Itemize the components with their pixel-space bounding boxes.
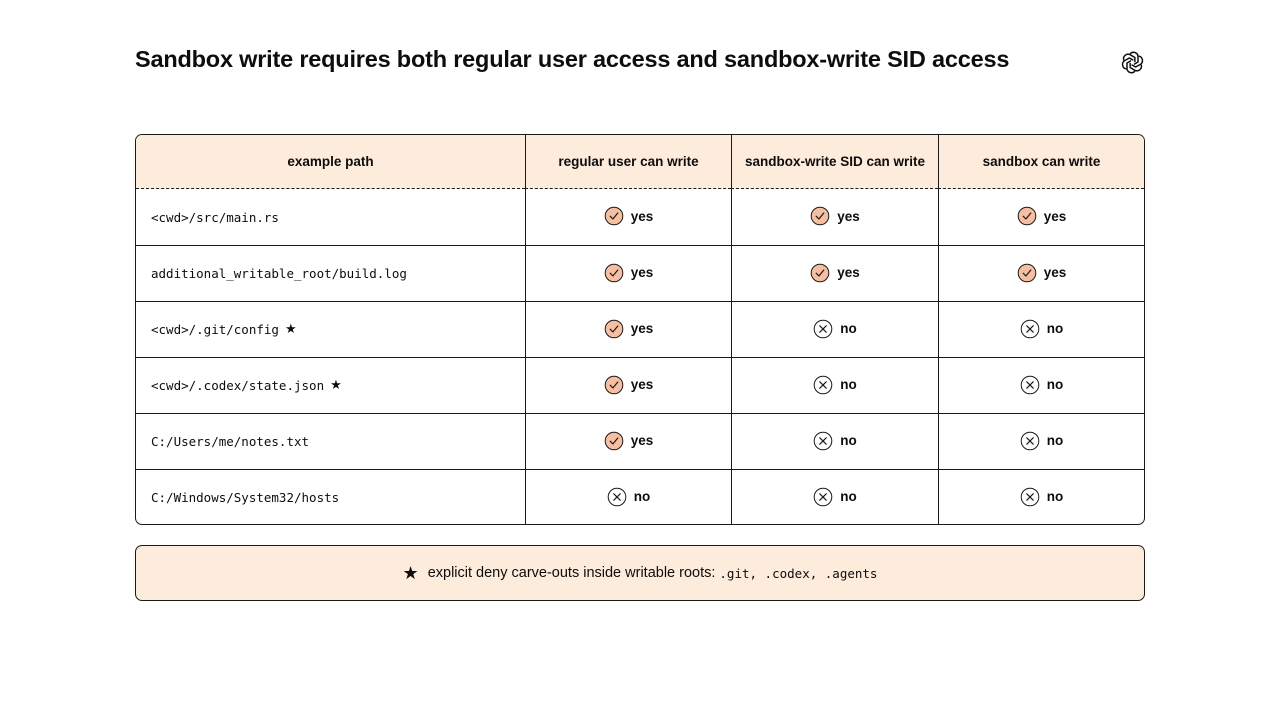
path-text: <cwd>/.codex/state.json: [151, 378, 325, 393]
status-no: [813, 375, 857, 395]
path-text: <cwd>/.git/config: [151, 322, 279, 337]
cell-regular-user: [525, 189, 731, 245]
path-cell: [136, 245, 525, 301]
x-circle-icon: [1020, 375, 1040, 395]
x-circle-icon: [1020, 319, 1040, 339]
x-circle-icon: [813, 375, 833, 395]
path-cell: [136, 301, 525, 357]
cell-regular-user: [525, 413, 731, 469]
page-title: Sandbox write requires both regular user access and sandbox-write SID access: [135, 46, 1010, 72]
column-header-sandbox: sandbox can write: [938, 135, 1144, 189]
status-label: no: [840, 377, 857, 392]
cell-sandbox-write-sid: [731, 357, 938, 413]
status-no: [607, 487, 651, 507]
status-label: yes: [630, 433, 654, 448]
status-yes: [604, 263, 654, 283]
path-text: C:/Users/me/notes.txt: [151, 434, 310, 449]
cell-sandbox: [938, 245, 1144, 301]
check-circle-icon: [604, 206, 624, 226]
status-yes: [810, 206, 860, 226]
status-no: [1020, 375, 1064, 395]
status-label: yes: [837, 208, 860, 224]
status-label: yes: [837, 265, 860, 280]
write-access-table: [135, 134, 1145, 525]
status-label: yes: [1043, 208, 1067, 224]
legend-note: [135, 545, 1145, 601]
check-circle-icon: [604, 319, 624, 339]
status-label: no: [1046, 321, 1064, 336]
star-icon: ★: [402, 562, 419, 584]
cell-sandbox: [938, 301, 1144, 357]
status-yes: [604, 431, 654, 451]
status-label: yes: [630, 321, 654, 336]
path-text: <cwd>/src/main.rs: [151, 209, 279, 225]
cell-sandbox-write-sid: [731, 469, 938, 525]
column-header-example-path: example path: [136, 135, 525, 189]
x-circle-icon: [813, 487, 833, 507]
x-circle-icon: [607, 487, 627, 507]
cell-sandbox-write-sid: [731, 301, 938, 357]
check-circle-icon: [810, 206, 830, 226]
cell-regular-user: [525, 245, 731, 301]
check-circle-icon: [604, 263, 624, 283]
openai-logo-icon: [1119, 49, 1146, 76]
x-circle-icon: [813, 319, 833, 339]
status-yes: [810, 263, 860, 283]
status-label: no: [633, 489, 651, 504]
cell-regular-user: [525, 357, 731, 413]
status-label: yes: [630, 377, 654, 392]
status-label: yes: [630, 208, 654, 224]
check-circle-icon: [1017, 206, 1037, 226]
cell-sandbox-write-sid: [731, 245, 938, 301]
cell-regular-user: [525, 469, 731, 525]
status-label: yes: [630, 265, 654, 280]
cell-sandbox-write-sid: [731, 189, 938, 245]
status-label: no: [1046, 433, 1064, 448]
status-label: yes: [1043, 265, 1067, 280]
status-no: [813, 319, 857, 339]
status-no: [813, 487, 857, 507]
check-circle-icon: [1017, 263, 1037, 283]
x-circle-icon: [1020, 431, 1040, 451]
path-cell: [136, 189, 525, 245]
cell-sandbox-write-sid: [731, 413, 938, 469]
status-yes: [604, 319, 654, 339]
path-text: C:/Windows/System32/hosts: [151, 490, 340, 505]
path-cell: [136, 357, 525, 413]
status-label: no: [1046, 489, 1064, 504]
path-cell: [136, 413, 525, 469]
cell-regular-user: [525, 301, 731, 357]
path-text: additional_writable_root/build.log: [151, 266, 407, 281]
cell-sandbox: [938, 357, 1144, 413]
status-no: [1020, 487, 1064, 507]
legend-text: explicit deny carve-outs inside writable roots:: [427, 565, 716, 581]
status-yes: [1017, 206, 1067, 226]
status-no: [1020, 431, 1064, 451]
path-cell: [136, 469, 525, 525]
status-label: no: [840, 321, 857, 336]
status-no: [1020, 319, 1064, 339]
check-circle-icon: [604, 431, 624, 451]
cell-sandbox: [938, 413, 1144, 469]
status-label: no: [1046, 377, 1064, 392]
column-header-regular-user: regular user can write: [525, 135, 731, 189]
cell-sandbox: [938, 189, 1144, 245]
x-circle-icon: [813, 431, 833, 451]
check-circle-icon: [604, 375, 624, 395]
status-yes: [1017, 263, 1067, 283]
status-yes: [604, 206, 654, 226]
status-no: [813, 431, 857, 451]
cell-sandbox: [938, 469, 1144, 525]
star-icon: ★: [330, 378, 342, 393]
check-circle-icon: [810, 263, 830, 283]
column-header-sandbox-write-sid: sandbox-write SID can write: [731, 135, 938, 189]
status-label: no: [840, 489, 857, 504]
x-circle-icon: [1020, 487, 1040, 507]
status-label: no: [840, 433, 857, 448]
legend-paths: .git, .codex, .agents: [719, 565, 878, 581]
star-icon: ★: [284, 322, 297, 337]
status-yes: [604, 375, 654, 395]
